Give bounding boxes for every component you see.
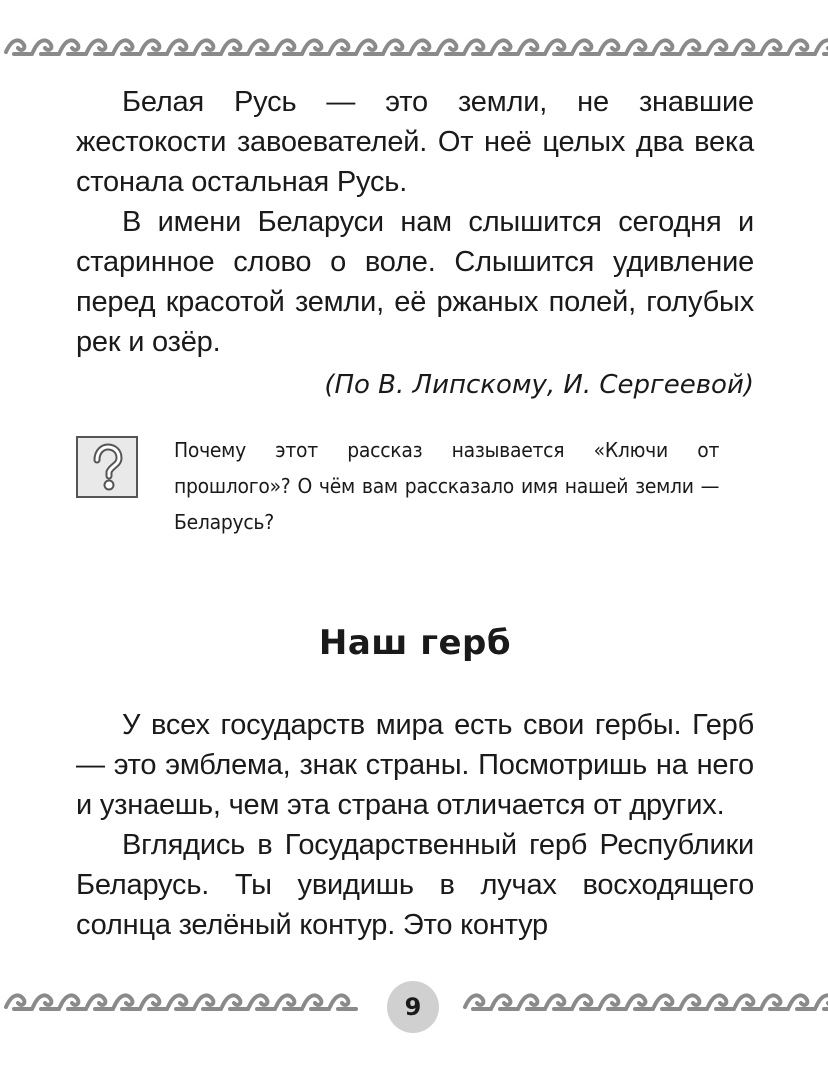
question-text: Почему этот рассказ называется «Ключи от прошлого»? О чём вам рассказало имя нашей земли — Беларусь? — [174, 438, 720, 534]
top-ornament-border — [0, 30, 828, 64]
section-title: Наш герб — [318, 623, 512, 663]
wave-ornament-icon — [0, 30, 828, 64]
paragraph: Белая Русь — это земли, не знавшие жестокости завоевателей. От неё целых два века стонала остальная Русь. — [76, 86, 754, 198]
page-number: 9 — [387, 981, 439, 1033]
paragraph: В имени Беларуси нам слышится сегодня и старинное слово о воле. Слышится удивление перед красотой земли, её ржаных полей, голубых рек и озёр. — [76, 206, 754, 358]
section-coat-of-arms-text — [76, 705, 754, 945]
paragraph: У всех государств мира есть свои гербы. Герб — это эмблема, знак страны. Посмотришь на него и узнаешь, чем эта страна отличается от других. — [76, 709, 754, 821]
section-legend-text — [76, 82, 754, 404]
paragraph: Вглядись в Государственный герб Республики Беларусь. Ты увидишь в лучах восходящего солнца зелёный контур. Это контур — [76, 829, 754, 941]
source-attribution: (По В. Липскому, И. Сергеевой) — [324, 370, 754, 400]
question-block — [76, 432, 754, 542]
question-mark-icon — [76, 436, 138, 498]
